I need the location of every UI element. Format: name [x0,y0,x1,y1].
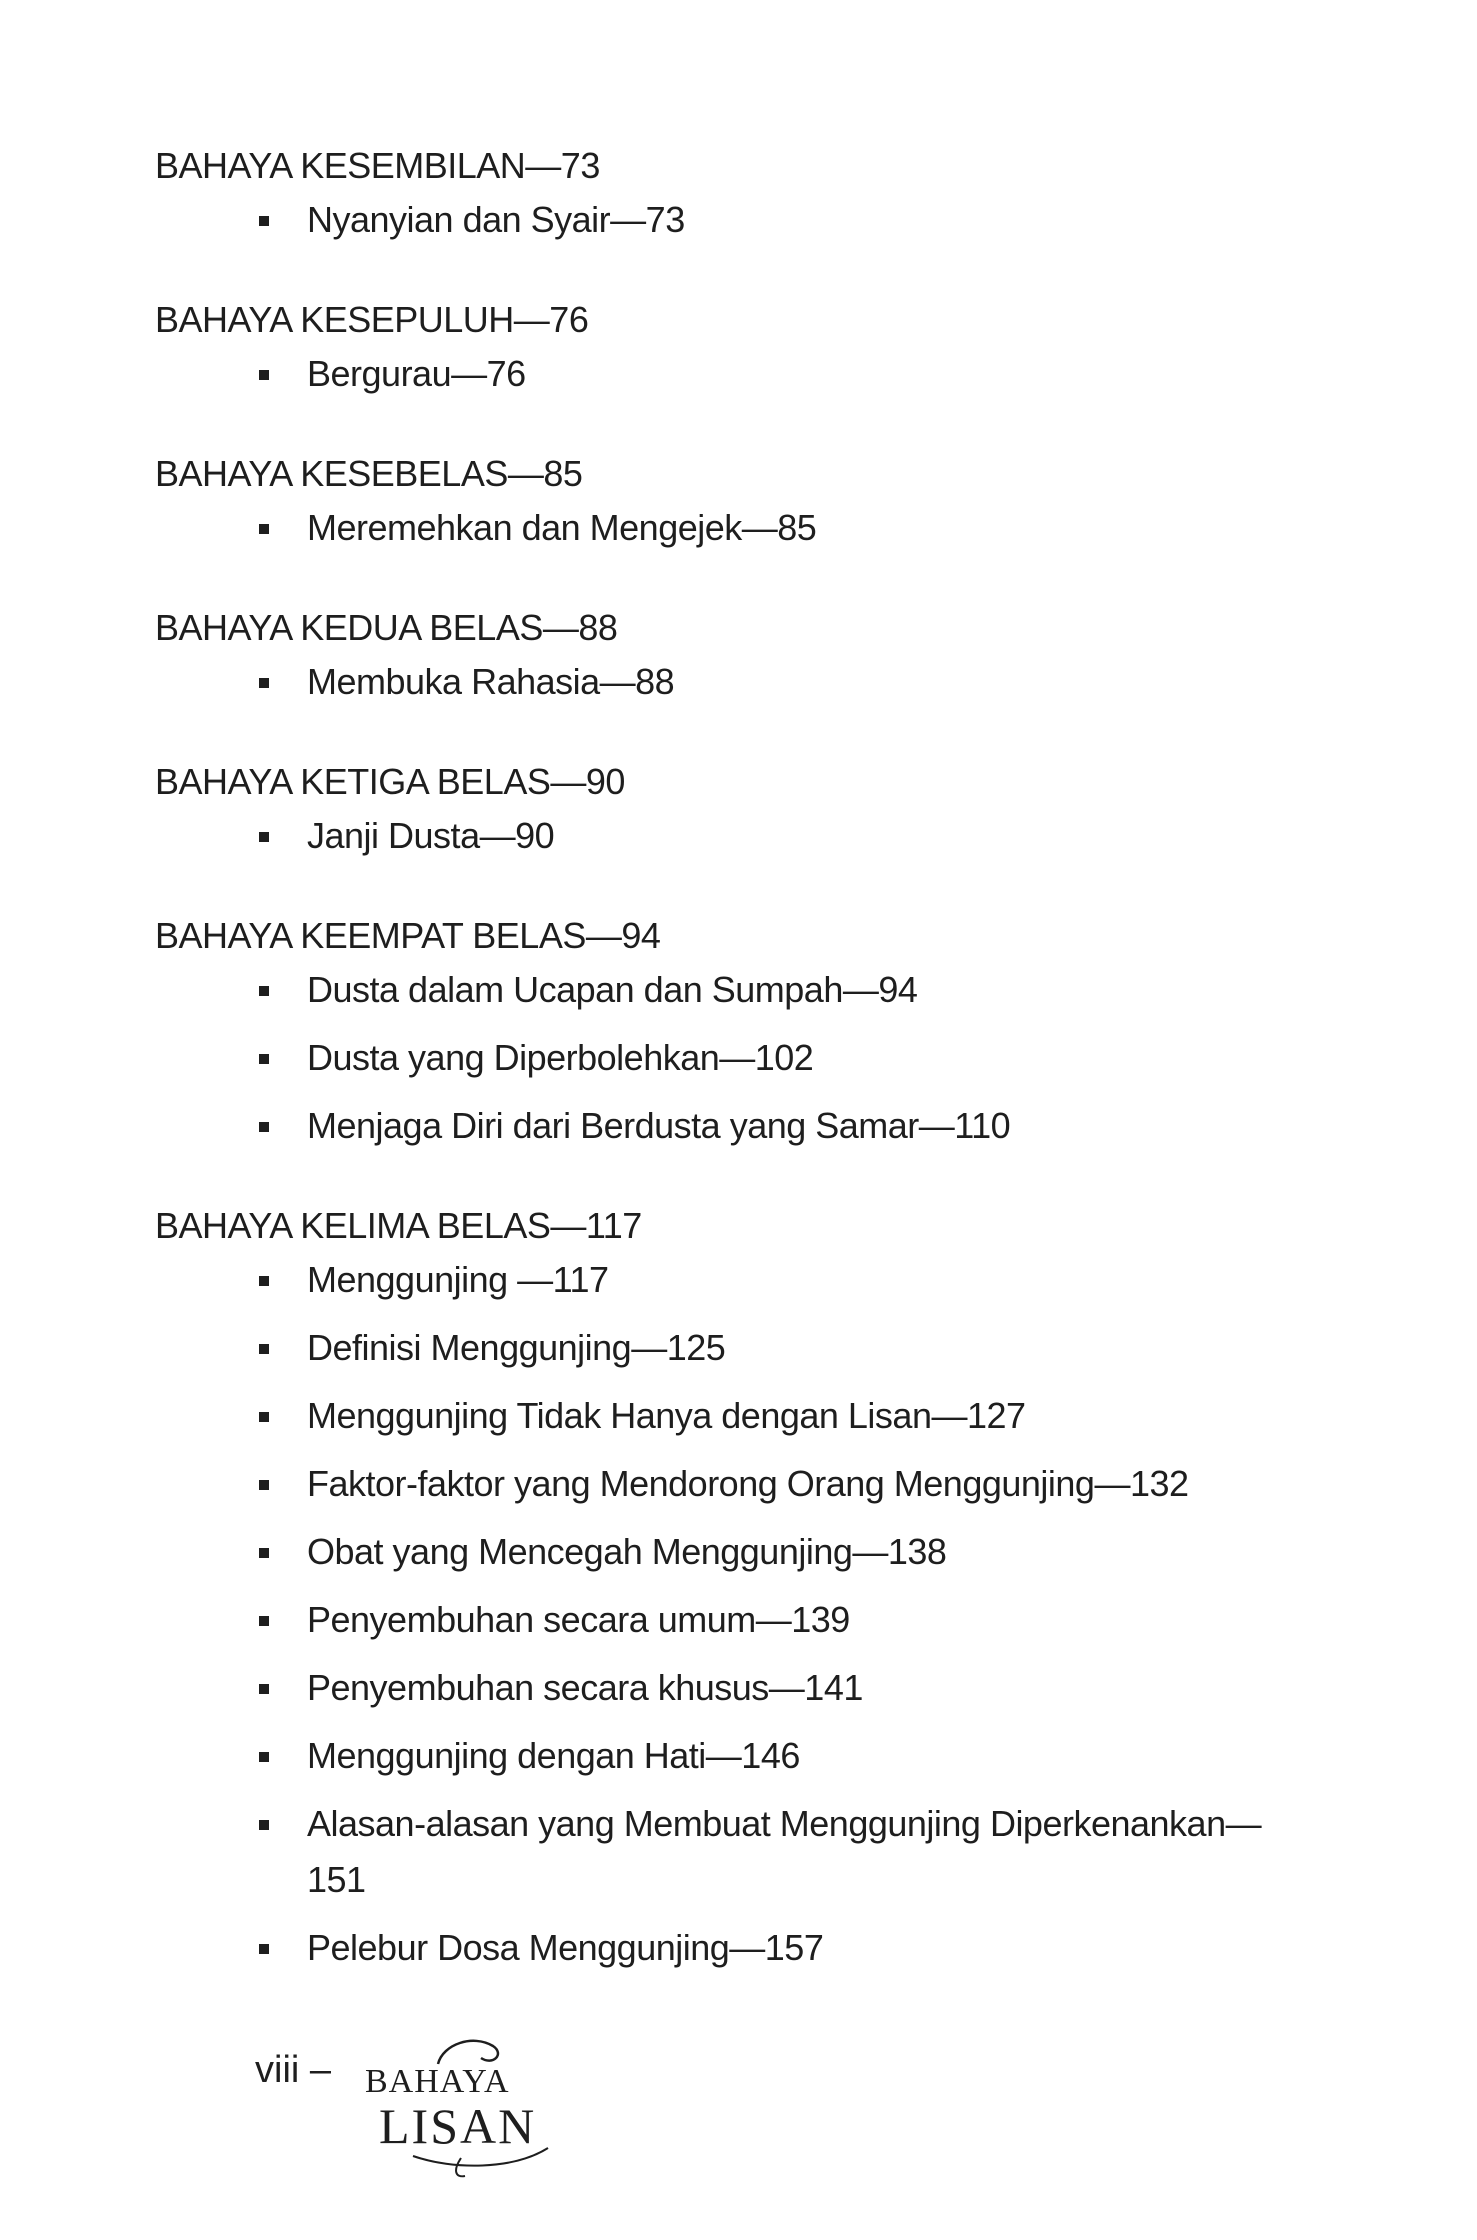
toc-entry [155,1388,1355,1444]
entry-list [155,192,1355,248]
toc-entry [155,1660,1355,1716]
toc-entry [155,808,1355,864]
square-bullet-icon [259,1054,269,1064]
entry-text: Penyembuhan secara khusus—141 [307,1667,863,1708]
square-bullet-icon [259,1122,269,1132]
square-bullet-icon [259,370,269,380]
entry-text: Dusta yang Diperbolehkan—102 [307,1037,814,1078]
toc-entry [155,654,1355,710]
entry-text: Janji Dusta—90 [307,815,555,856]
toc-entry [155,500,1355,556]
entry-list [155,1252,1355,1976]
entry-text: Menggunjing dengan Hati—146 [307,1735,800,1776]
square-bullet-icon [259,1820,269,1830]
toc-section [155,756,1355,864]
entry-text: Menjaga Diri dari Berdusta yang Samar—110 [307,1105,1011,1146]
toc-section [155,910,1355,1154]
square-bullet-icon [259,1276,269,1286]
square-bullet-icon [259,524,269,534]
toc-section [155,448,1355,556]
logo-word-lisan: LISAN [379,2098,537,2154]
toc-entry [155,1920,1355,1976]
toc-section [155,140,1355,248]
square-bullet-icon [259,1684,269,1694]
toc-entry [155,1456,1355,1512]
entry-text: Menggunjing —117 [307,1259,609,1300]
square-bullet-icon [259,1480,269,1490]
toc-section [155,294,1355,402]
book-logo [343,2030,583,2180]
entry-text: Meremehkan dan Mengejek—85 [307,507,817,548]
entry-text: Menggunjing Tidak Hanya dengan Lisan—127 [307,1395,1026,1436]
entry-text: Obat yang Mencegah Menggunjing—138 [307,1531,947,1572]
entry-text: Dusta dalam Ucapan dan Sumpah—94 [307,969,918,1010]
page-number: viii – [255,2049,332,2091]
toc-entry [155,962,1355,1018]
toc-entry [155,346,1355,402]
entry-text: Membuka Rahasia—88 [307,661,675,702]
entry-list [155,654,1355,710]
section-title: BAHAYA KESEBELAS—85 [155,453,583,494]
entry-text: Faktor-faktor yang Mendorong Orang Menggunjing—132 [307,1463,1189,1504]
toc-entry [155,1320,1355,1376]
square-bullet-icon [259,1412,269,1422]
entry-text: Alasan-alasan yang Membuat Menggunjing Diperkenankan—151 [307,1803,1262,1900]
toc-entry [155,1524,1355,1580]
square-bullet-icon [259,1344,269,1354]
section-title: BAHAYA KETIGA BELAS—90 [155,761,625,802]
entry-text: Nyanyian dan Syair—73 [307,199,685,240]
section-title: BAHAYA KEDUA BELAS—88 [155,607,618,648]
toc-entry [155,1728,1355,1784]
toc-entry [155,1098,1355,1154]
toc-section [155,1200,1355,1976]
square-bullet-icon [259,1548,269,1558]
entry-text: Bergurau—76 [307,353,526,394]
square-bullet-icon [259,1752,269,1762]
square-bullet-icon [259,1616,269,1626]
section-title: BAHAYA KESEPULUH—76 [155,299,589,340]
entry-text: Definisi Menggunjing—125 [307,1327,726,1368]
toc-entry [155,1592,1355,1648]
toc-entry [155,1252,1355,1308]
square-bullet-icon [259,216,269,226]
section-title: BAHAYA KESEMBILAN—73 [155,145,600,186]
entry-list [155,808,1355,864]
entry-list [155,346,1355,402]
entry-list [155,500,1355,556]
entry-text: Penyembuhan secara umum—139 [307,1599,850,1640]
square-bullet-icon [259,832,269,842]
square-bullet-icon [259,986,269,996]
toc-entry [155,192,1355,248]
entry-list [155,962,1355,1154]
square-bullet-icon [259,678,269,688]
table-of-contents [155,140,1355,2022]
square-bullet-icon [259,1944,269,1954]
toc-entry [155,1796,1355,1908]
page-footer [255,2030,755,2190]
toc-section [155,602,1355,710]
logo-word-bahaya: BAHAYA [365,2063,510,2100]
section-title: BAHAYA KELIMA BELAS—117 [155,1205,642,1246]
toc-entry [155,1030,1355,1086]
section-title: BAHAYA KEEMPAT BELAS—94 [155,915,661,956]
entry-text: Pelebur Dosa Menggunjing—157 [307,1927,824,1968]
